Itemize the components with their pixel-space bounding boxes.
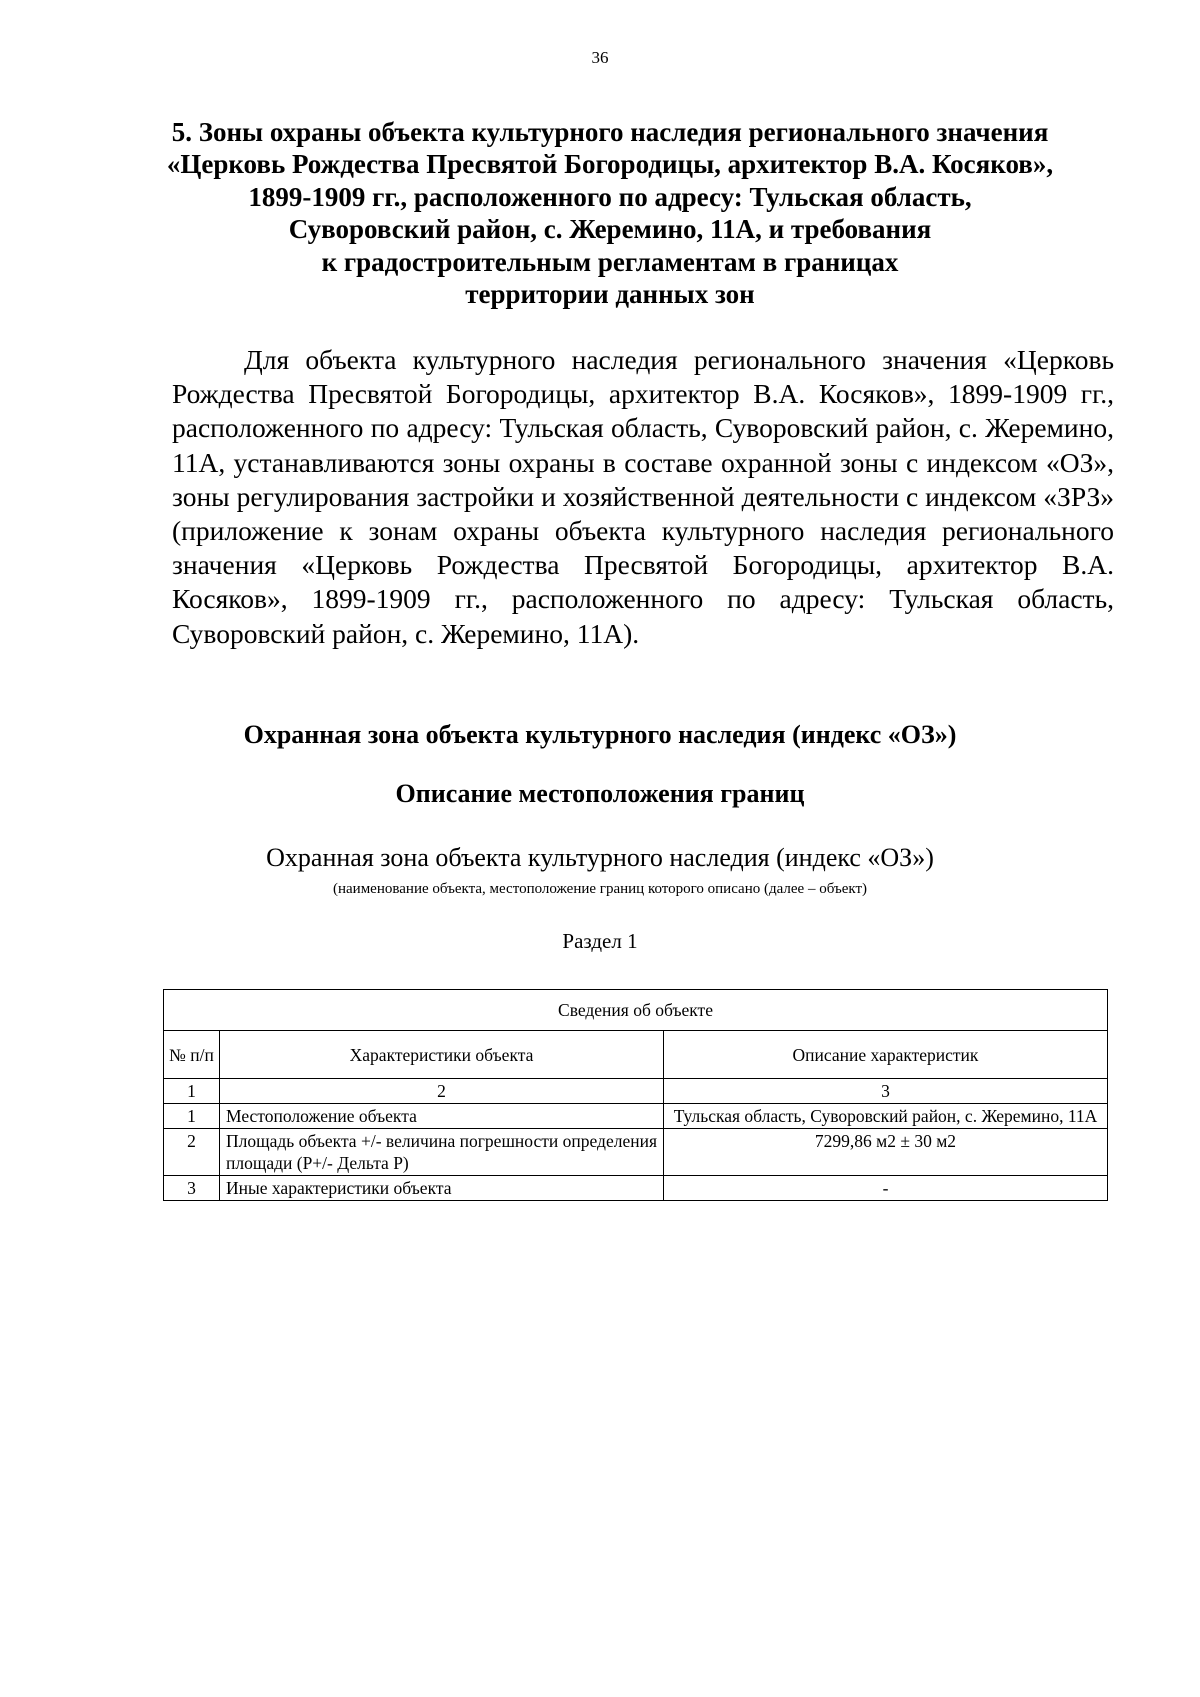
row-characteristic: Местоположение объекта bbox=[220, 1104, 664, 1129]
row-description: 7299,86 м2 ± 30 м2 bbox=[664, 1129, 1108, 1176]
index-cell: 3 bbox=[664, 1079, 1108, 1104]
row-description: - bbox=[664, 1176, 1108, 1201]
row-num: 2 bbox=[164, 1129, 220, 1176]
intro-paragraph: Для объекта культурного наследия регионального значения «Церковь Рождества Пресвятой Богородицы, архитектор В.А. Косяков», 1899-1909 гг., расположенного по адресу: Тульская область, Суворовский район, с. Жеремино, 11А, устанавливаются зоны охраны в составе охранной зоны с индексом «ОЗ», зоны регулирования застройки и хозяйственной деятельности с индексом «ЗРЗ» (приложение к зонам охраны объекта культурного наследия регионального значения «Церковь Рождества Пресвятой Богородицы, архитектор В.А. Косяков», 1899-1909 гг., расположенного по адресу: Тульская область, Суворовский район, с. Жеремино, 11А). bbox=[172, 344, 1114, 649]
heading-line: к градостроительным регламентам в границах bbox=[321, 246, 899, 277]
section-label: Раздел 1 bbox=[562, 929, 638, 953]
index-cell: 2 bbox=[220, 1079, 664, 1104]
row-description: Тульская область, Суворовский район, с. Жеремино, 11А bbox=[664, 1104, 1108, 1129]
row-characteristic: Площадь объекта +/- величина погрешности определения площади (Р+/- Дельта Р) bbox=[220, 1129, 664, 1176]
table-caption-row bbox=[164, 990, 1108, 1031]
heading-line: территории данных зон bbox=[465, 279, 755, 310]
table-row bbox=[164, 1129, 1108, 1176]
index-cell: 1 bbox=[164, 1079, 220, 1104]
row-num: 3 bbox=[164, 1176, 220, 1201]
row-characteristic: Иные характеристики объекта bbox=[220, 1176, 664, 1201]
table-index-row bbox=[164, 1079, 1108, 1104]
object-caption: (наименование объекта, местоположение границ которого описано (далее – объект) bbox=[332, 881, 868, 897]
table-header-row bbox=[164, 1031, 1108, 1079]
row-num: 1 bbox=[164, 1104, 220, 1129]
table-caption: Сведения об объекте bbox=[164, 990, 1108, 1031]
object-info-table bbox=[163, 989, 1108, 1201]
table-row bbox=[164, 1176, 1108, 1201]
table-row bbox=[164, 1104, 1108, 1129]
heading-line: 1899-1909 гг., расположенного по адресу: Тульская область, bbox=[248, 181, 972, 212]
heading-line: Суворовский район, с. Жеремино, 11А, и требования bbox=[288, 214, 932, 245]
header-num: № п/п bbox=[164, 1031, 220, 1079]
heading-line: «Церковь Рождества Пресвятой Богородицы, архитектор В.А. Косяков», bbox=[166, 149, 1054, 180]
object-name: Охранная зона объекта культурного наследия (индекс «ОЗ») bbox=[266, 843, 934, 872]
zone-subheading: Охранная зона объекта культурного наследия (индекс «ОЗ») bbox=[243, 720, 957, 749]
header-characteristic: Характеристики объекта bbox=[220, 1031, 664, 1079]
header-description: Описание характеристик bbox=[664, 1031, 1108, 1079]
page-number: 36 bbox=[591, 48, 609, 67]
boundary-description-subheading: Описание местоположения границ bbox=[395, 779, 805, 808]
heading-line: 5. Зоны охраны объекта культурного наследия регионального значения bbox=[171, 117, 1049, 147]
document-heading bbox=[150, 116, 1070, 310]
